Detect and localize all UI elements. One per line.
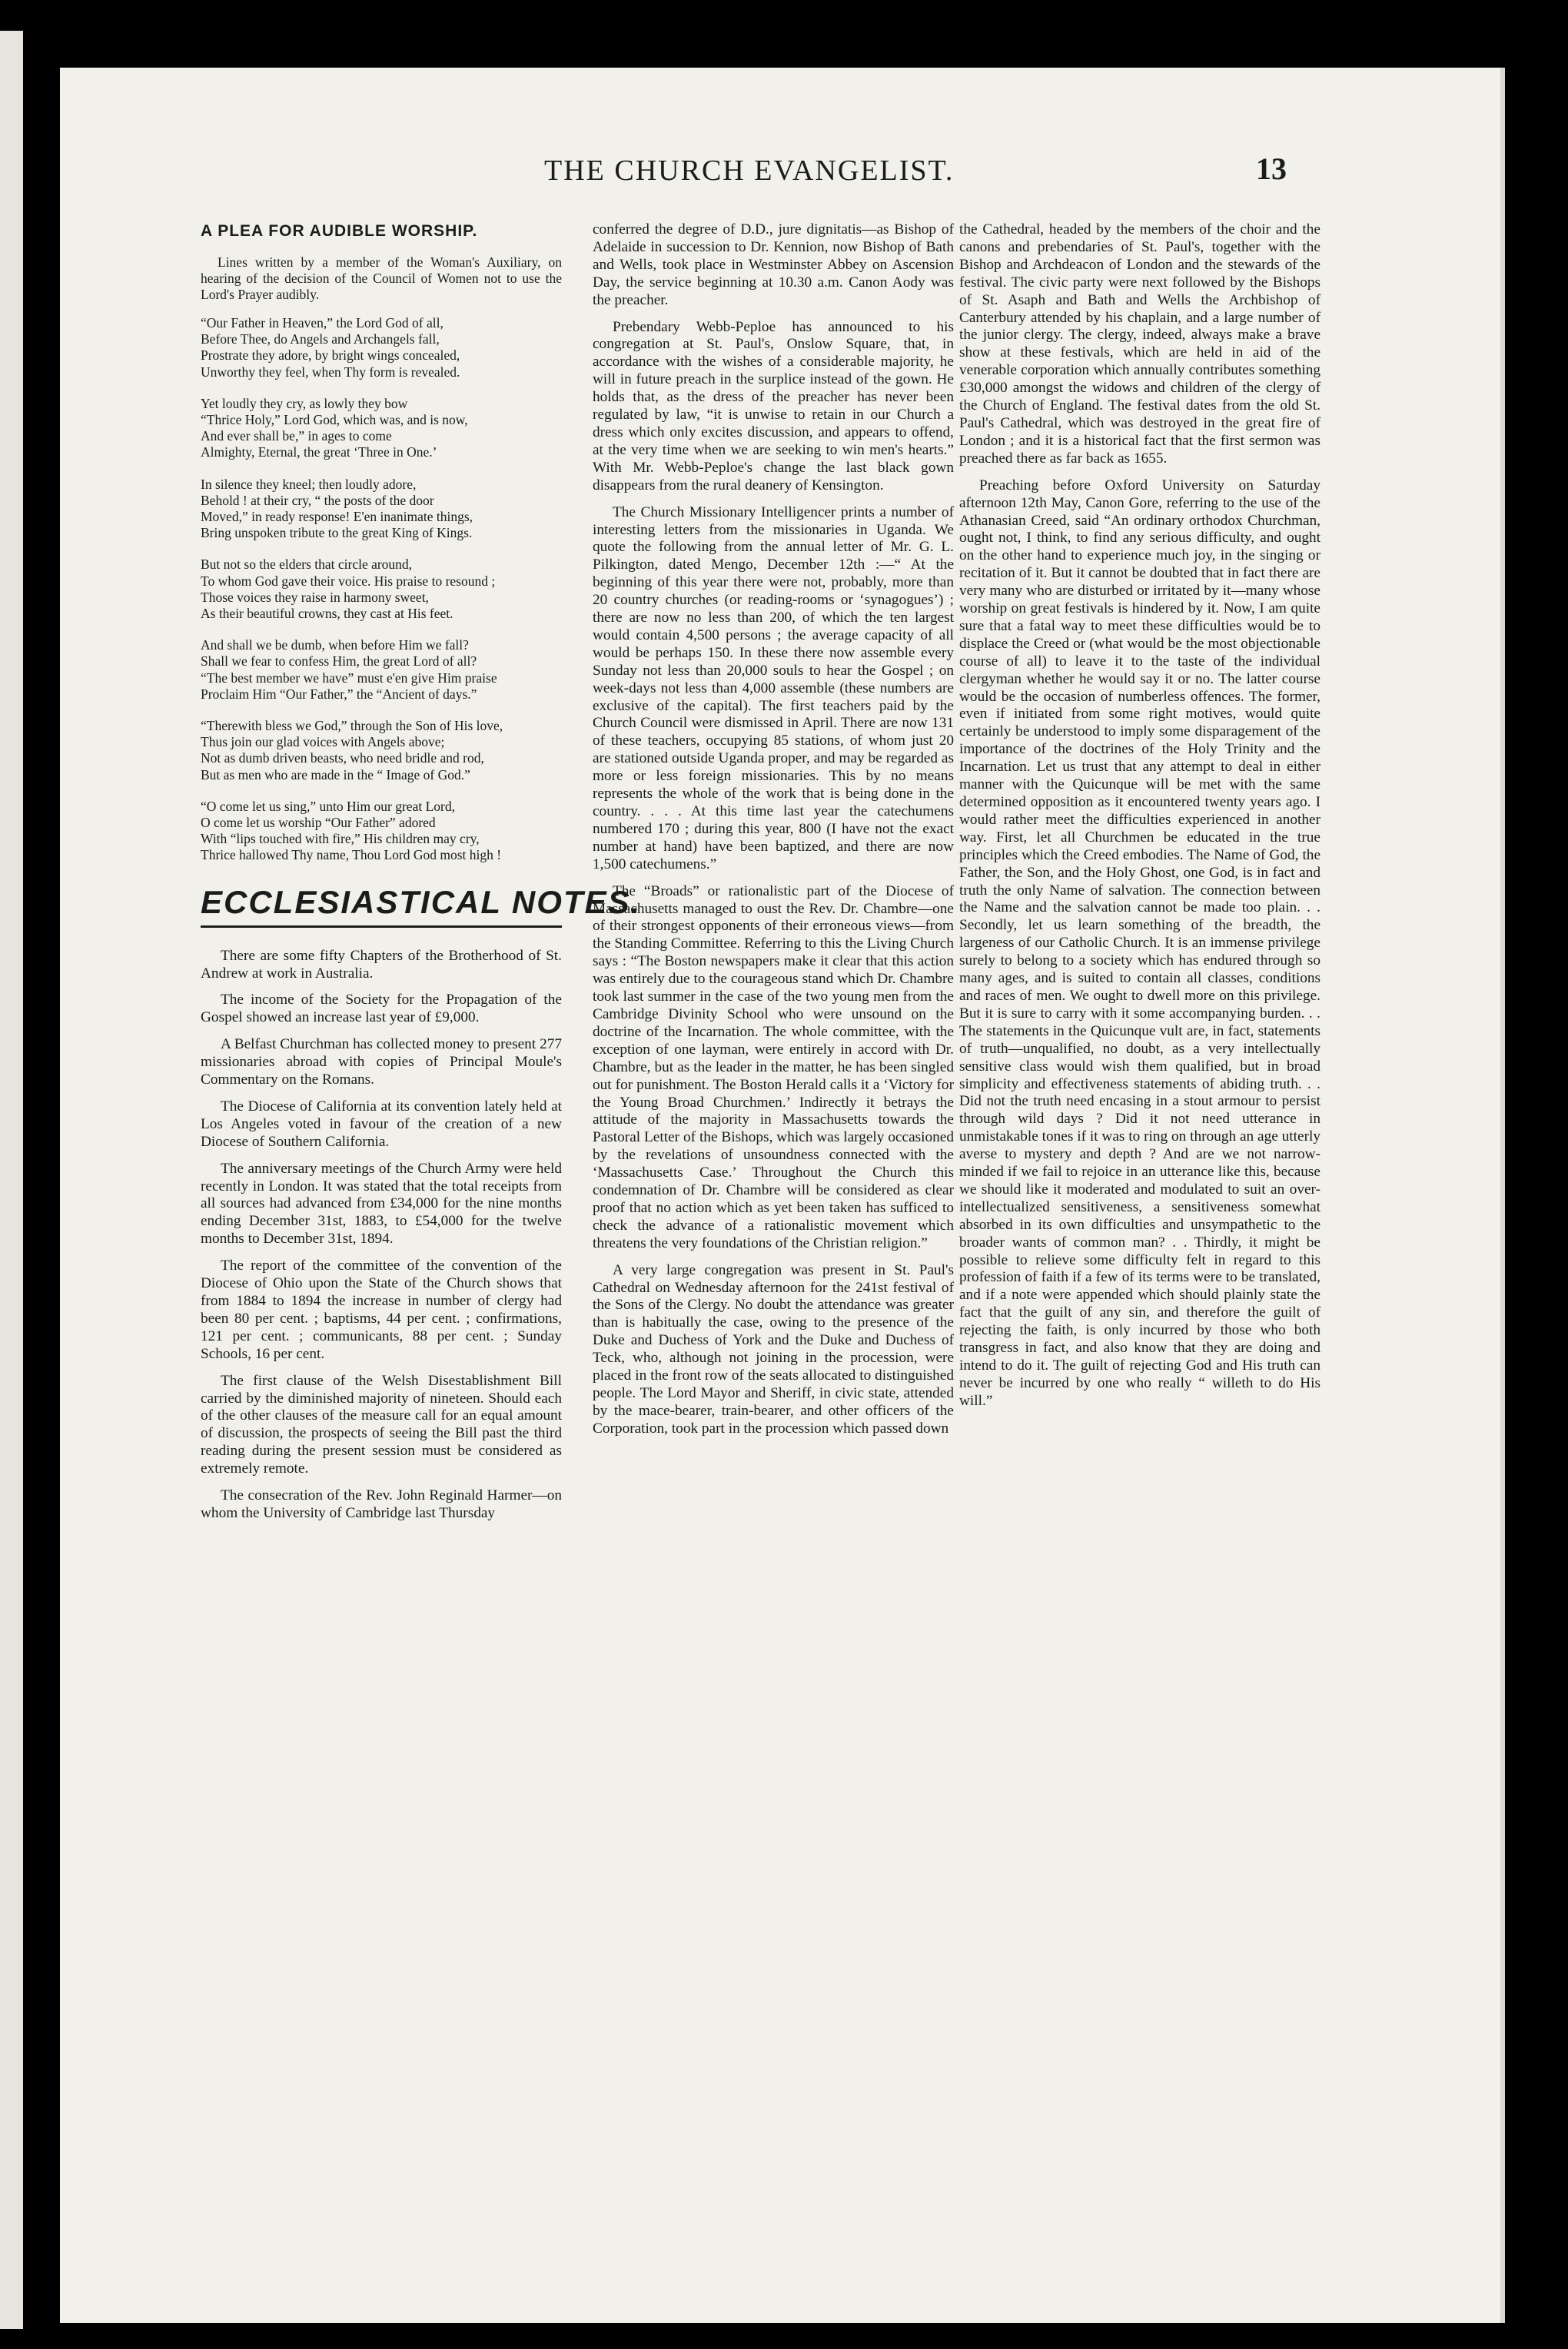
note-paragraph: A Belfast Churchman has collected money to present 277 missionaries abroad with copies of Principal Moule's Commentary on the Romans. [201,1036,562,1088]
poem-line: Bring unspoken tribute to the great King of Kings. [201,525,473,541]
note-paragraph: The Church Missionary Intelligencer prints a number of interesting letters from the missionaries in Uganda. We quote the following from the annual letter of Mr. G. L. Pilkington, dated Mengo, December 12th :—“ At the beginning of this year there were not, probably, more than 20 country churches (or reading-rooms or ‘synagogues’) ; there are now no less than 200, of which the ten largest would contain 4,500 persons ; the average capacity of all would be perhaps 150. In these there now assemble every Sunday not less than 20,000 souls to hear the Gospel ; on week-days not less than 4,000 assemble (these numbers are exclusive of the capital). The first teachers paid by the Church Council were dismissed in April. There are now 131 of these teachers, occupying 85 stations, of whom just 20 are stationed outside Uganda proper, and may be regarded as more or less foreign missionaries. This by no means represents the whole of the work that is being done in the country. . . . At this time last year the catechumens numbered 170 ; during this year, 800 (I have not the exact number at hand) have been baptized, and there are now 1,500 catechumens.” [593,503,954,872]
column-1 [201,221,642,2297]
page-number: 13 [1256,151,1287,186]
poem-line: “Thrice Holy,” Lord God, which was, and is now, [201,411,468,427]
poem-line: Shall we fear to confess Him, the great Lord of all? [201,653,477,669]
poem-line: As their beautiful crowns, they cast at His feet. [201,605,453,621]
poem-line: “Therewith bless we God,” through the Son of His love, [201,717,503,733]
poem-stanza [201,637,562,703]
note-paragraph: A very large congregation was present in St. Paul's Cathedral on Wednesday afternoon for the 241st festival of the Sons of the Clergy. No doubt the attendance was greater than is habitually the case, owing to the presence of the Duke and Duchess of York and the Duke and Duchess of Teck, who, although not joining in the procession, were placed in the front row of the seats allocated to distinguished people. The Lord Mayor and Sheriff, in civic state, attended by the mace-bearer, train-bearer, and other officers of the Corporation, took part in the procession which passed down [593,1261,954,1437]
poem-line: O come let us worship “Our Father” adored [201,814,436,830]
column-2 [593,221,954,2297]
poem-line: And ever shall be,” in ages to come [201,428,392,444]
note-paragraph: Prebendary Webb-Peploe has announced to his congregation at St. Paul's, Onslow Square, that, in accordance with the wishes of a considerable majority, he will in future preach in the surplice instead of the gown. He holds that, as the dress of the preacher has never been regulated by law, “it is unwise to retain in our Church a dress which only excites discussion, and appears to offend, at the very time when we are seeking to win men's hearts.” With Mr. Webb-Peploe's change the last black gown disappears from the rural deanery of Kensington. [593,318,954,493]
poem-stanza [201,557,562,622]
note-paragraph: The Diocese of California at its convention lately held at Los Angeles voted in favour of the creation of a new Diocese of Southern California. [201,1098,562,1150]
poem-line: Almighty, Eternal, the great ‘Three in One.’ [201,444,437,460]
poem-line: Not as dumb driven beasts, who need bridle and rod, [201,750,484,766]
poem-line: With “lips touched with fire,” His children may cry, [201,831,480,847]
poem-stanza [201,477,562,542]
page-edge-shadow [1500,68,1505,2323]
poem-line: To whom God gave their voice. His praise to resound ; [201,573,496,589]
adjacent-page-edge [0,31,23,2329]
note-paragraph: The income of the Society for the Propagation of the Gospel showed an increase last year of £9,000. [201,992,562,1026]
poem-line: Behold ! at their cry, “ the posts of the door [201,492,434,508]
poem-line: “O come let us sing,” unto Him our great Lord, [201,798,455,814]
note-paragraph: Preaching before Oxford University on Saturday afternoon 12th May, Canon Gore, referring to the use of the Athanasian Creed, said “An ordinary orthodox Churchman, ought not, I think, to find any serious difficulty, and ought on the other hand to experience much joy, in the singing or recitation of it. But it cannot be doubted that in fact there are very many who are disturbed or irritated by it—many whose worship on great festivals is hindered by it. Now, I am quite sure that a fatal way to meet these difficulties would be to displace the Creed or (what would be the most objectionable course of all) to leave it to the taste of the individual clergyman whether he would say it or no. The latter course would be the occasion of numberless offences. The former, even if initiated from some right motives, would quite certainly be understood to imply some disparagement of the importance of the doctrines of the Holy Trinity and the Incarnation. Let us trust that any attempt to deal in either manner with the Quicunque will be met with the same determined opposition as it encountered twenty years ago. I would rather meet the difficulties experienced in another way. First, let all Churchmen be educated in the true principles which the Creed embodies. The Name of God, the Father, the Son, and the Holy Ghost, one God, is in fact and truth the only Name of salvation. The connection between the Name and the salvation cannot be made too plain. . . Secondly, let us learn something of the breadth, the largeness of our Catholic Church. It is an immense privilege surely to belong to a society which has endured through so many ages, and is suited to contain all classes, conditions and races of men. We ought to dwell more on this privilege. But it is sure to carry with it some accompanying burden. . . The statements in the Quicunque vult are, in fact, statements of truth—unqualified, no doubt, as a very intellectually sensitive class would wish them qualified, but in broad simplicity and effectiveness statements of abiding truth. . . Did not the truth need encasing in a stout armour to persist through wild days ? Did it not need utterance in unmistakable tones if it was to ring on through an age utterly averse to mystery and depth ? And are we not narrow-minded if we fail to rejoice in an utterance like this, because we should like it moderated and modulated to suit an over-intellectualized sensitiveness, a sensitiveness somewhat absorbed in its own difficulties and unsympathetic to the broader wants of common man? . . Thirdly, it might be possible to relieve some difficulty felt in regard to this profession of faith if a few of its terms were to be translated, and if a note were appended which should plainly state the fact that the guilt of any sin, and therefore the guilt of rejecting the faith, is only incurred by those who both transgress in fact, and also know that they are doing and intend to do it. The guilt of rejecting God and His truth can never be incurred by one who really “ willeth to do His will.” [959,477,1321,1409]
heading-rule [201,925,562,928]
poem-line: Proclaim Him “Our Father,” the “Ancient of days.” [201,686,477,702]
poem-title: A PLEA FOR AUDIBLE WORSHIP. [201,222,478,240]
poem-line: In silence they kneel; then loudly adore, [201,476,417,492]
note-paragraph: The report of the committee of the convention of the Diocese of Ohio upon the State of the Church shows that from 1884 to 1894 the increase in number of clergy had been 80 per cent. ; baptisms, 44 per cent. ; confirmations, 121 per cent. ; communicants, 88 per cent. ; Sunday Schools, 16 per cent. [201,1258,562,1362]
poem-line: But not so the elders that circle around, [201,557,413,573]
newspaper-page [60,68,1505,2323]
poem-line: Before Thee, do Angels and Archangels fall, [201,331,440,347]
poem-stanza [201,799,562,864]
page-header [60,151,1505,200]
note-paragraph: The “Broads” or rationalistic part of the Diocese of Massachusetts managed to oust the Rev. Dr. Chambre—one of their strongest opponents of their erroneous views—from the Standing Committee. Referring to this the Living Church says : “The Boston newspapers make it clear that this action was entirely due to the courageous stand which Dr. Chambre took last summer in the case of the two young men from the Cambridge Divinity School who were unsound on the doctrine of the Incarnation. The whole committee, with the exception of one layman, were entirely in accord with Dr. Chambre, but as the leader in the matter, he has been singled out for punishment. The Boston Herald calls it a ‘Victory for the Young Broad Churchmen.’ Indirectly it betrays the attitude of the majority in Massachusetts towards the Pastoral Letter of the Bishops, which was largely occasioned by the revelations of unsoundness connected with the ‘Massachusetts Case.’ Throughout the Church this condemnation of Dr. Chambre will be considered as clear proof that no action which as yet been taken has sufficed to check the advance of a rationalistic movement which threatens the very foundations of the Christian religion.” [593,882,954,1251]
poem-line: Yet loudly they cry, as lowly they bow [201,395,408,411]
note-paragraph: The consecration of the Rev. John Reginald Harmer—on whom the University of Cambridge last Thursday [201,1487,562,1521]
poem-line: “The best member we have” must e'en give Him praise [201,669,497,686]
column-3 [959,221,1321,2297]
note-paragraph: the Cathedral, headed by the members of the choir and the canons and prebendaries of St. Paul's, together with the Bishop and Archdeacon of London and the stewards of the festival. The civic party were next followed by the Bishops of St. Asaph and Bath and Wells the Archbishop of Canterbury attended by his chaplain, and a large number of the junior clergy. The clergy, indeed, always make a brave show at these festivals, which are held in aid of the venerable corporation which annually contributes something £30,000 amongst the widows and children of the clergy of the Church of England. The festival dates from the old St. Paul's Cathedral, which was destroyed in the great fire of London ; and it is a historical fact that the first sermon was preached there as far back as 1655. [959,221,1321,467]
note-paragraph: There are some fifty Chapters of the Brotherhood of St. Andrew at work in Australia. [201,947,562,982]
poem-line: Thus join our glad voices with Angels above; [201,734,445,750]
poem-line: “Our Father in Heaven,” the Lord God of all, [201,314,443,331]
poem-line: Prostrate they adore, by bright wings concealed, [201,347,460,364]
poem-line: Those voices they raise in harmony sweet, [201,589,429,605]
poem-line: Unworthy they feel, when Thy form is revealed. [201,364,460,380]
poem-stanza [201,396,562,461]
note-paragraph: The anniversary meetings of the Church Army were held recently in London. It was stated that the total receipts from all sources had advanced from £34,000 for the nine months ending December 31st, 1883, to £54,000 for the twelve months to December 31st, 1894. [201,1160,562,1248]
note-paragraph: conferred the degree of D.D., jure dignitatis—as Bishop of Adelaide in succession to Dr. Kennion, now Bishop of Bath and Wells, took place in Westminster Abbey on Ascension Day, the service beginning at 10.30 a.m. Canon Aody was the preacher. [593,221,954,308]
note-paragraph: The first clause of the Welsh Disestablishment Bill carried by the diminished majority of nineteen. Should each of the other clauses of the measure call for an equal amount of discussion, the prospects of seeing the Bill past the third reading during the present session must be considered as extremely remote. [201,1372,562,1477]
poem-stanza [201,718,562,783]
poem-line: And shall we be dumb, when before Him we fall? [201,637,469,653]
poem-intro: Lines written by a member of the Woman's Auxiliary, on hearing of the decision of the Council of Women not to use the Lord's Prayer audibly. [201,254,562,302]
poem-line: But as men who are made in the “ Image of God.” [201,766,470,782]
section-heading: ECCLESIASTICAL NOTES. [201,883,642,920]
publication-title: THE CHURCH EVANGELIST. [544,154,955,187]
poem-line: Moved,” in ready response! E'en inanimate things, [201,508,473,524]
poem-stanza [201,315,562,380]
poem-line: Thrice hallowed Thy name, Thou Lord God most high ! [201,847,502,863]
